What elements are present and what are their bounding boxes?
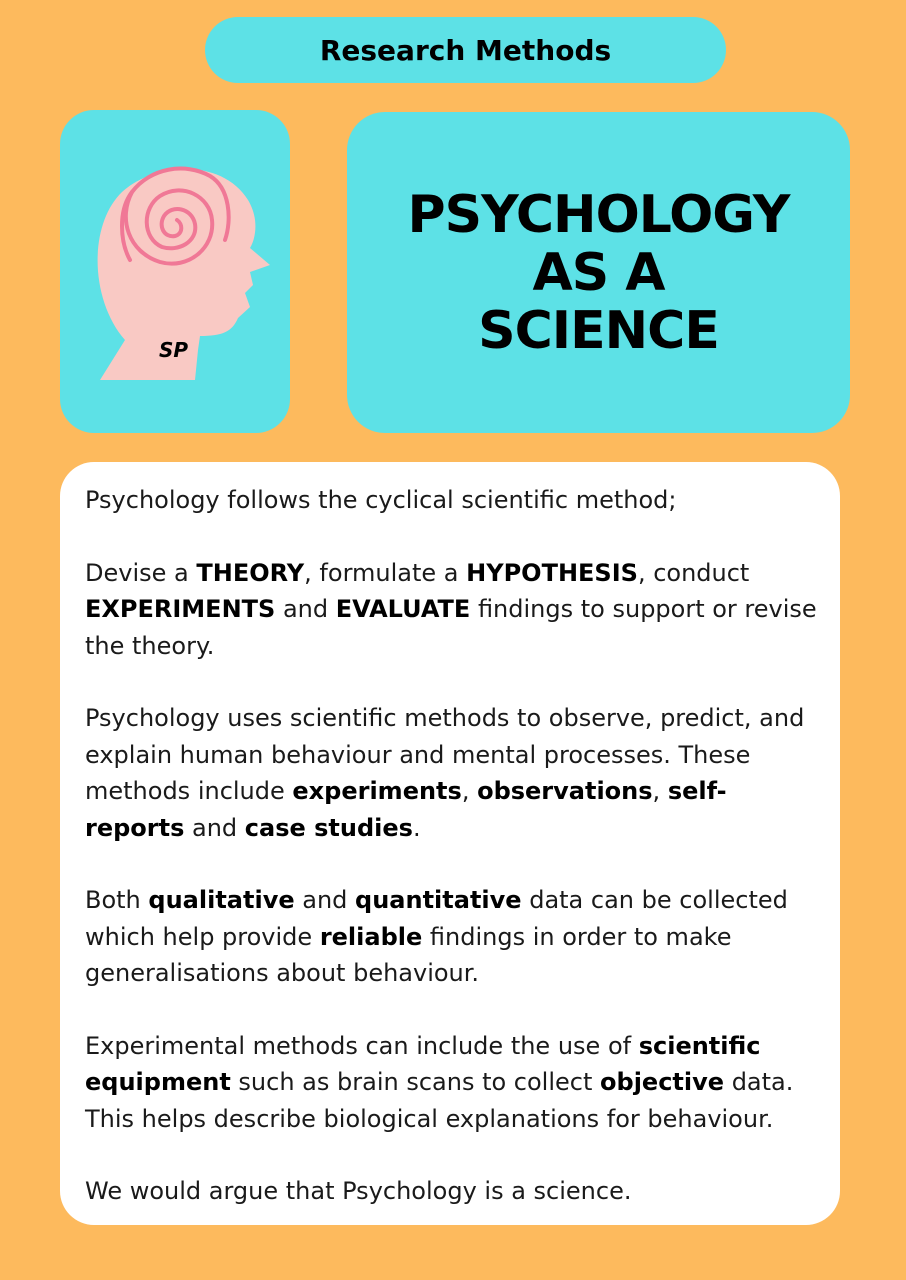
title-card — [347, 112, 850, 433]
page-title: PSYCHOLOGY AS A SCIENCE — [407, 184, 790, 361]
paragraph-1: Psychology follows the cyclical scientific method; — [85, 486, 677, 514]
logo-card — [60, 110, 290, 433]
paragraph-4: Both qualitative and quantitative data can be collected which help provide reliable findings in order to make generalisations about behaviour. — [85, 886, 788, 987]
content-panel — [60, 462, 840, 1225]
research-methods-badge: Research Methods — [205, 17, 726, 83]
paragraph-2: Devise a THEORY, formulate a HYPOTHESIS, conduct EXPERIMENTS and EVALUATE findings to support or revise the theory. — [85, 558, 817, 660]
paragraph-5: Experimental methods can include the use of scientific equipment such as brain scans to collect objective data. This helps describe biological explanations for behaviour. — [85, 1031, 794, 1133]
paragraph-3: Psychology uses scientific methods to observe, predict, and explain human behaviour and mental processes. These methods include experiments, observations, self-reports and case studies. — [85, 704, 805, 842]
head-spiral-icon — [60, 110, 290, 433]
logo-initials: SP — [159, 338, 189, 362]
paragraph-6: We would argue that Psychology is a science. — [85, 1177, 632, 1205]
